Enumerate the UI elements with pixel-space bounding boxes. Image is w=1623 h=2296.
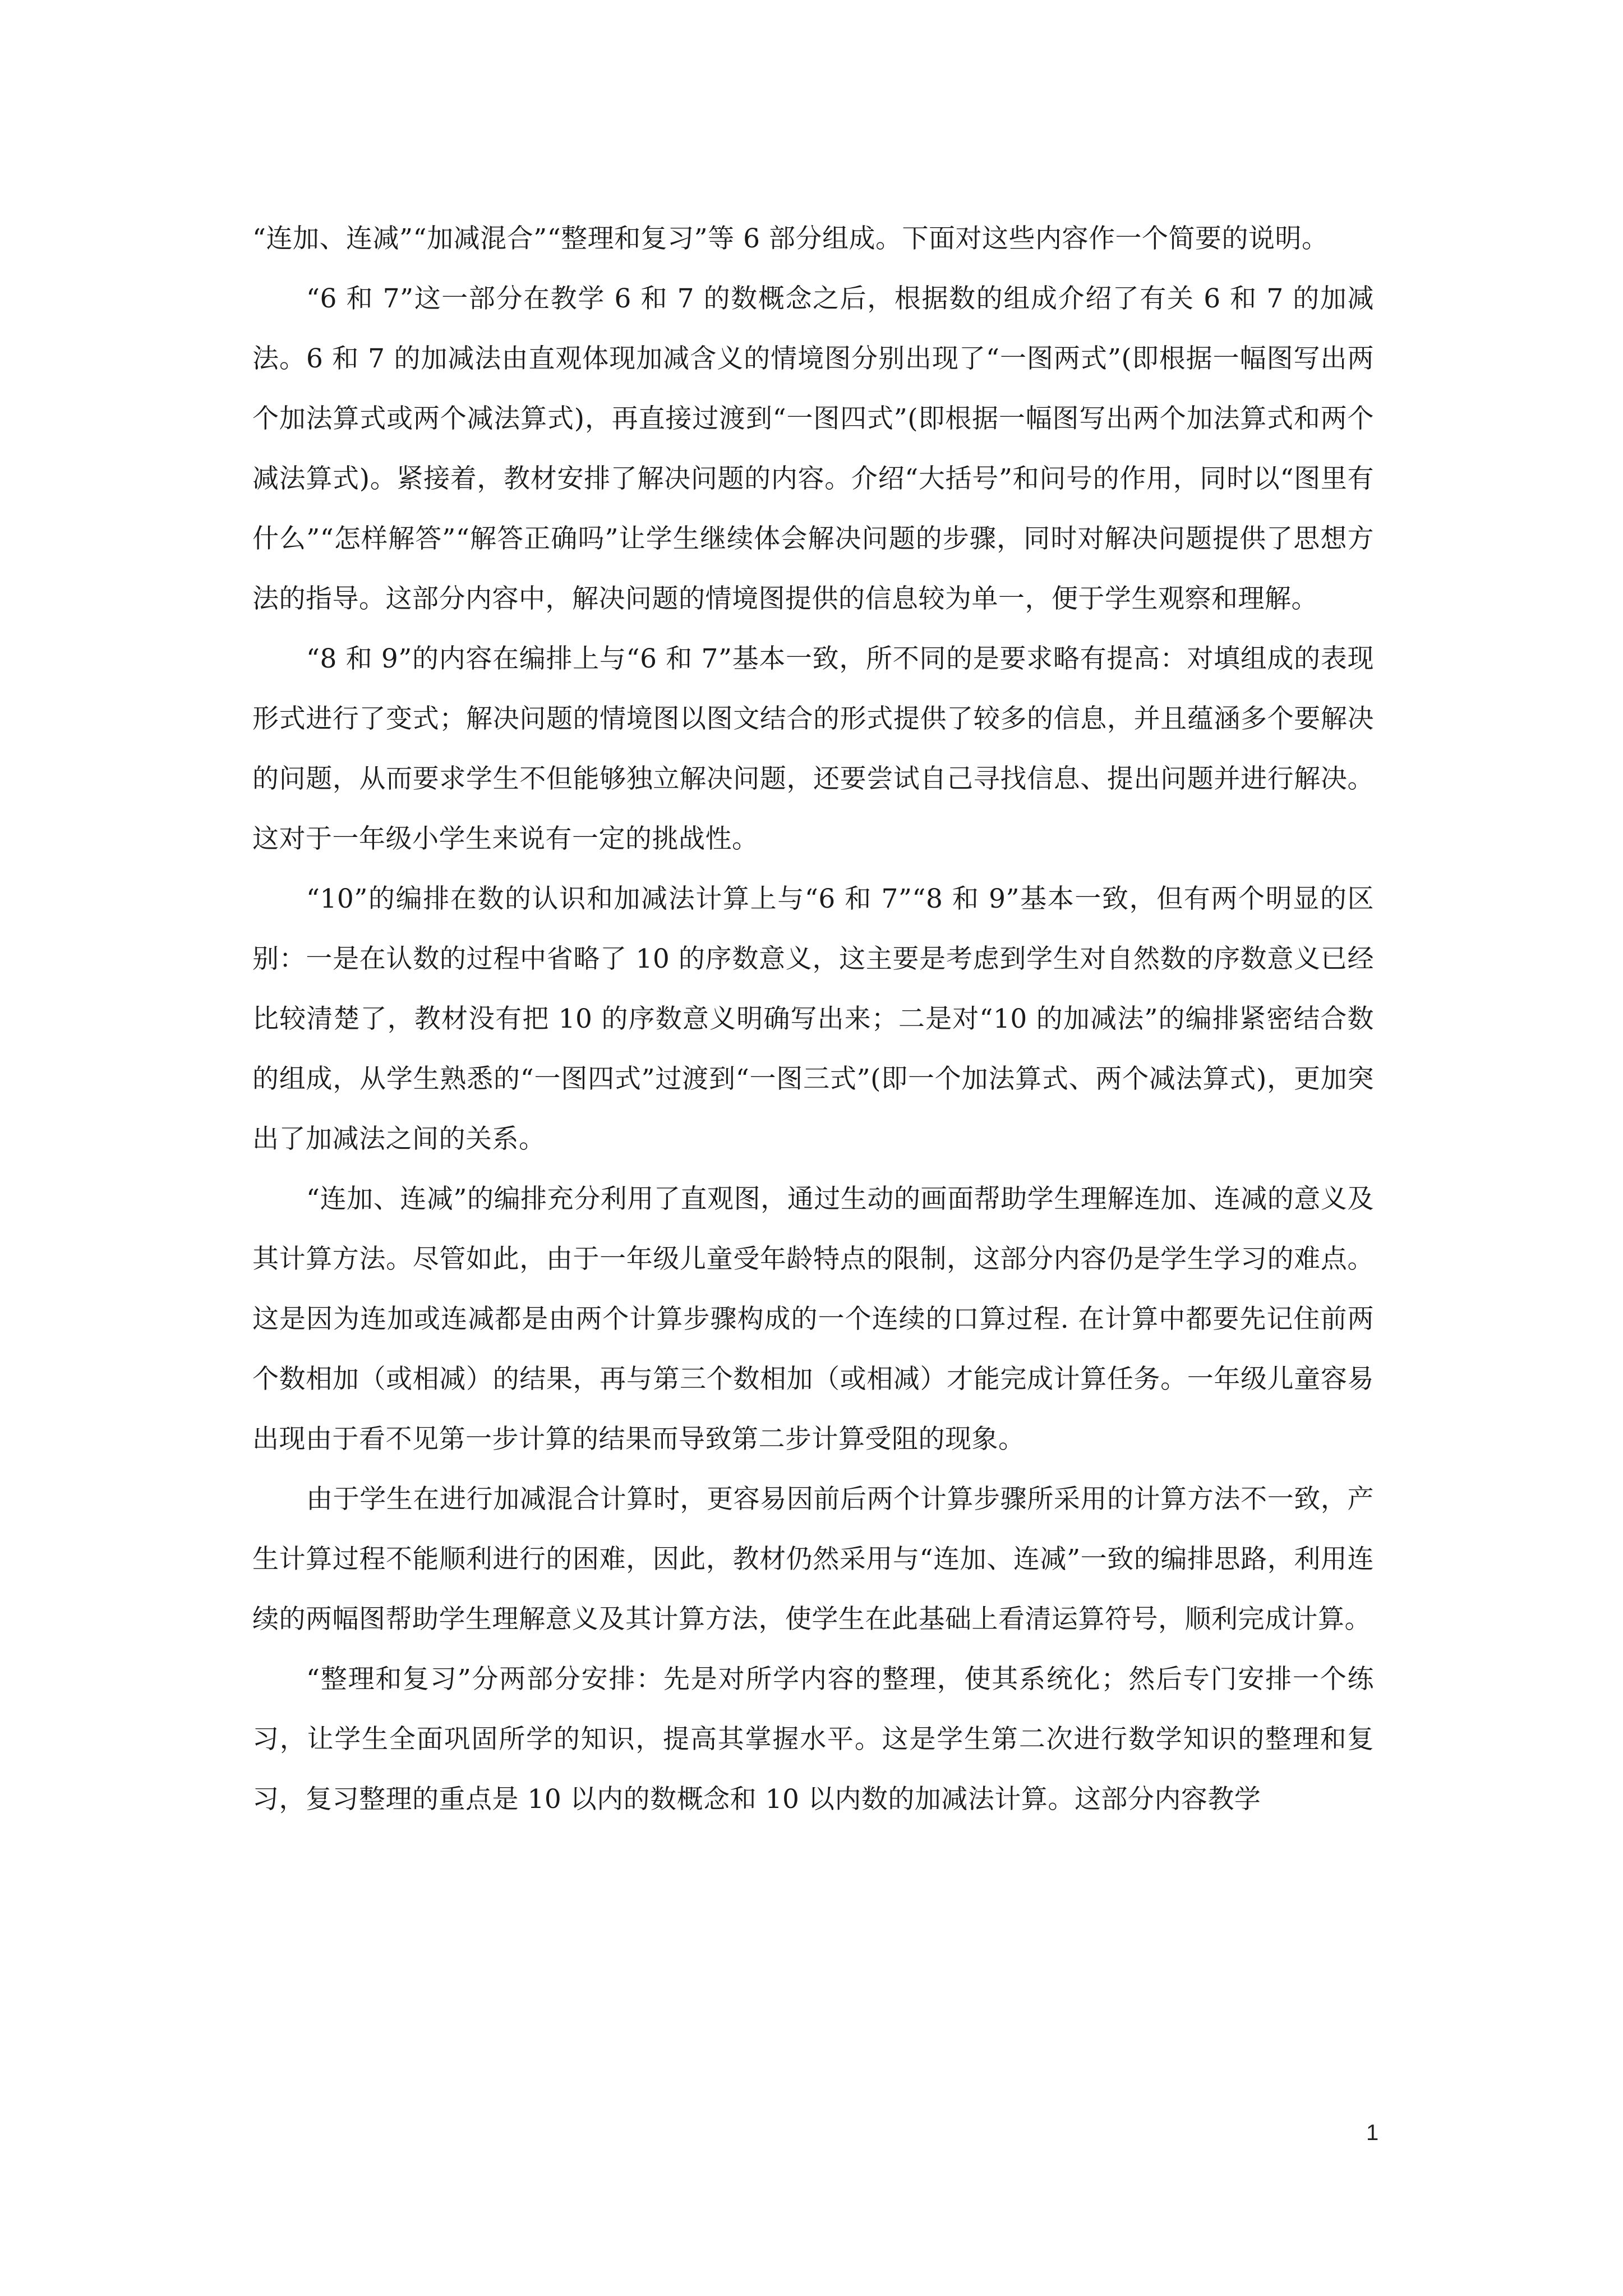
paragraph: “8 和 9”的内容在编排上与“6 和 7”基本一致，所不同的是要求略有提高：对填组成的表现形式进行了变式；解决问题的情境图以图文结合的形式提供了较多的信息，并且蕴涵多个要解决的问题，从而要求学生不但能够独立解决问题，还要尝试自己寻找信息、提出问题并进行解决。这对于一年级小学生来说有一定的挑战性。 [252,643,1374,854]
paragraph: 由于学生在进行加减混合计算时，更容易因前后两个计算步骤所采用的计算方法不一致，产生计算过程不能顺利进行的困难，因此，教材仍然采用与“连加、连减”一致的编排思路，利用连续的两幅图帮助学生理解意义及其计算方法，使学生在此基础上看清运算符号，顺利完成计算。 [252,1484,1374,1635]
paragraph: “6 和 7”这一部分在教学 6 和 7 的数概念之后，根据数的组成介绍了有关 6 和 7 的加减法。6 和 7 的加减法由直观体现加减含义的情境图分别出现了“一图两式”(即根据一幅图写出两个加法算式或两个减法算式)，再直接过渡到“一图四式”(即根据一幅图写出两个加法算式和两个减法算式)。紧接着，教材安排了解决问题的内容。介绍“大括号”和问号的作用，同时以“图里有什么”“怎样解答”“解答正确吗”让学生继续体会解决问题的步骤，同时对解决问题提供了思想方法的指导。这部分内容中，解决问题的情境图提供的信息较为单一，便于学生观察和理解。 [252,283,1374,614]
paragraph: “连加、连减”“加减混合”“整理和复习”等 6 部分组成。下面对这些内容作一个简要的说明。 [252,223,1329,254]
paragraph: “整理和复习”分两部分安排：先是对所学内容的整理，使其系统化；然后专门安排一个练习，让学生全面巩固所学的知识，提高其掌握水平。这是学生第二次进行数学知识的整理和复习，复习整理的重点是 10 以内的数概念和 10 以内数的加减法计算。这部分内容教学 [252,1664,1374,1815]
document-body [252,209,1374,1829]
page-number: 1 [1366,2120,1379,2145]
paragraph: “10”的编排在数的认识和加减法计算上与“6 和 7”“8 和 9”基本一致，但有两个明显的区别：一是在认数的过程中省略了 10 的序数意义，这主要是考虑到学生对自然数的序数意义已经比较清楚了，教材没有把 10 的序数意义明确写出来；二是对“10 的加减法”的编排紧密结合数的组成，从学生熟悉的“一图四式”过渡到“一图三式”(即一个加法算式、两个减法算式)，更加突出了加减法之间的关系。 [252,884,1374,1154]
paragraph: “连加、连减”的编排充分利用了直观图，通过生动的画面帮助学生理解连加、连减的意义及其计算方法。尽管如此，由于一年级儿童受年龄特点的限制，这部分内容仍是学生学习的难点。这是因为连加或连减都是由两个计算步骤构成的一个连续的口算过程. 在计算中都要先记住前两个数相加（或相减）的结果，再与第三个数相加（或相减）才能完成计算任务。一年级儿童容易出现由于看不见第一步计算的结果而导致第二步计算受阻的现象。 [252,1184,1374,1455]
